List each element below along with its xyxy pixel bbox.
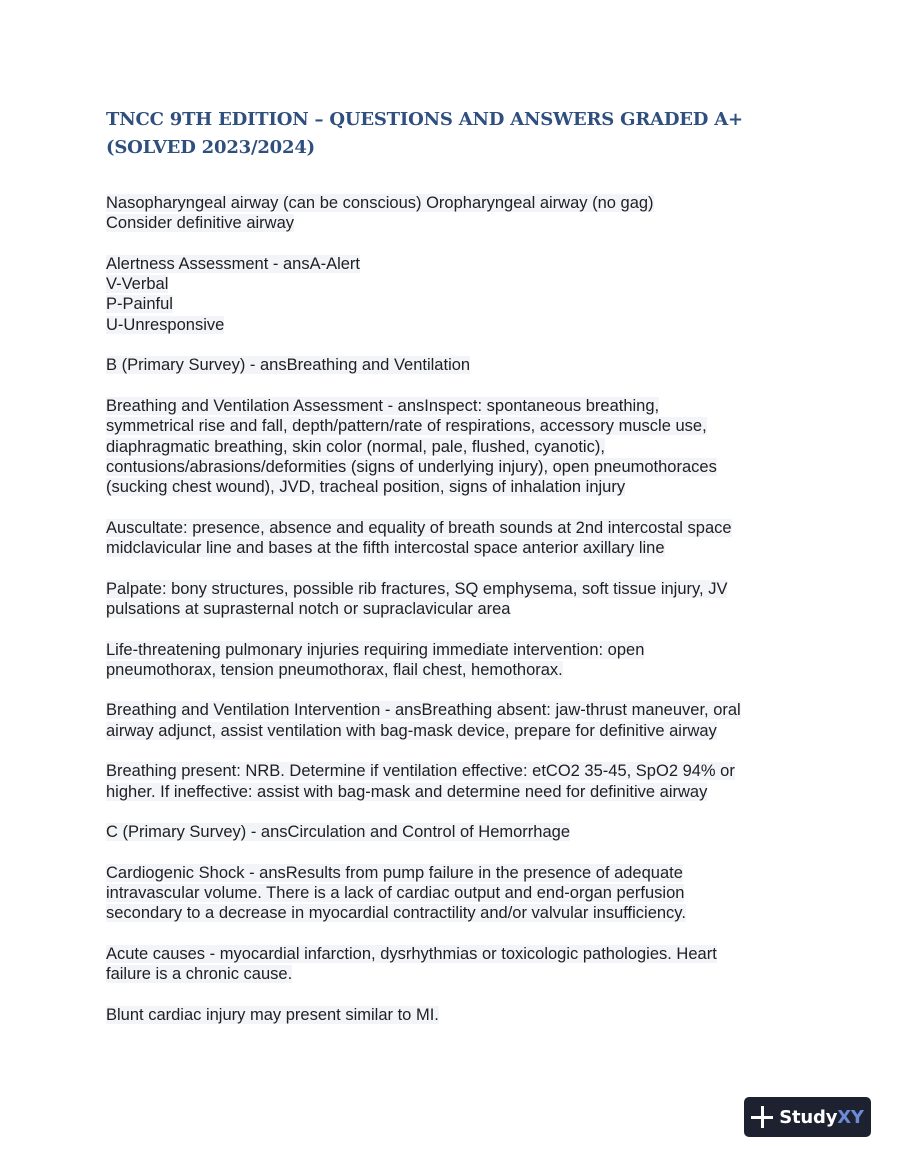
badge-label-main: Study	[779, 1106, 838, 1128]
paragraph	[106, 355, 806, 375]
text-line-content: higher. If ineffective: assist with bag-mask and determine need for definitive airway	[106, 782, 708, 801]
text-line-content: (sucking chest wound), JVD, tracheal position, signs of inhalation injury	[106, 478, 626, 497]
text-line-content: pulsations at suprasternal notch or supraclavicular area	[106, 599, 511, 618]
paragraph	[106, 579, 806, 620]
text-line-content: Blunt cardiac injury may present similar to MI.	[106, 1005, 439, 1024]
text-line	[106, 761, 806, 781]
text-line	[106, 640, 806, 660]
text-line-content: Cardiogenic Shock - ansResults from pump failure in the presence of adequate	[106, 863, 683, 882]
text-line	[106, 315, 806, 335]
text-line-content: C (Primary Survey) - ansCirculation and Control of Hemorrhage	[106, 823, 570, 842]
text-line	[106, 355, 806, 375]
text-line-content: Breathing and Ventilation Assessment - ansInspect: spontaneous breathing,	[106, 396, 660, 415]
text-line	[106, 944, 806, 964]
paragraph	[106, 193, 806, 234]
badge-label	[779, 1107, 864, 1128]
text-line-content: diaphragmatic breathing, skin color (normal, pale, flushed, cyanotic),	[106, 437, 605, 456]
text-line	[106, 193, 806, 213]
text-line	[106, 457, 806, 477]
paragraph	[106, 640, 806, 681]
text-line	[106, 477, 806, 497]
text-line	[106, 782, 806, 802]
text-line-content: B (Primary Survey) - ansBreathing and Ventilation	[106, 356, 471, 375]
paragraph	[106, 761, 806, 802]
text-line	[106, 1005, 806, 1025]
text-line	[106, 254, 806, 274]
text-line-content: contusions/abrasions/deformities (signs of underlying injury), open pneumothoraces	[106, 457, 717, 476]
paragraph	[106, 518, 806, 559]
studyxy-badge[interactable]	[744, 1097, 871, 1137]
text-line-content: Consider definitive airway	[106, 214, 295, 233]
text-line	[106, 579, 806, 599]
text-line	[106, 213, 806, 233]
text-line	[106, 721, 806, 741]
text-line	[106, 396, 806, 416]
text-line-content: Life-threatening pulmonary injuries requiring immediate intervention: open	[106, 640, 645, 659]
text-line-content: V-Verbal	[106, 275, 169, 294]
text-line-content: U-Unresponsive	[106, 315, 225, 334]
text-line-content: Acute causes - myocardial infarction, dysrhythmias or toxicologic pathologies. Heart	[106, 944, 717, 963]
badge-label-accent: XY	[837, 1106, 864, 1128]
paragraph	[106, 254, 806, 335]
text-line	[106, 437, 806, 457]
text-line-content: midclavicular line and bases at the fifth intercostal space anterior axillary line	[106, 539, 665, 558]
document-title: TNCC 9TH EDITION – QUESTIONS AND ANSWERS GRADED A+ (SOLVED 2023/2024)	[106, 109, 743, 158]
paragraph	[106, 863, 806, 924]
text-line	[106, 538, 806, 558]
text-line-content: Alertness Assessment - ansA-Alert	[106, 254, 361, 273]
text-line-content: Auscultate: presence, absence and equality of breath sounds at 2nd intercostal space	[106, 518, 732, 537]
text-line	[106, 416, 806, 436]
text-line-content: P-Painful	[106, 295, 173, 314]
text-line	[106, 274, 806, 294]
plus-icon	[751, 1106, 773, 1128]
text-line	[106, 822, 806, 842]
paragraph	[106, 396, 806, 497]
text-line	[106, 518, 806, 538]
text-line	[106, 660, 806, 680]
text-line-content: airway adjunct, assist ventilation with bag-mask device, prepare for definitive airway	[106, 721, 717, 740]
text-line-content: symmetrical rise and fall, depth/pattern/rate of respirations, accessory muscle use,	[106, 417, 707, 436]
text-line-content: intravascular volume. There is a lack of cardiac output and end-organ perfusion	[106, 884, 685, 903]
paragraph	[106, 822, 806, 842]
text-line	[106, 903, 806, 923]
text-line	[106, 599, 806, 619]
text-line-content: failure is a chronic cause.	[106, 965, 293, 984]
text-line	[106, 863, 806, 883]
text-line-content: Breathing present: NRB. Determine if ventilation effective: etCO2 35-45, SpO2 94% or	[106, 762, 735, 781]
text-line-content: secondary to a decrease in myocardial contractility and/or valvular insufficiency.	[106, 904, 686, 923]
paragraph	[106, 700, 806, 741]
paragraph	[106, 1005, 806, 1025]
text-line-content: Breathing and Ventilation Intervention - ansBreathing absent: jaw-thrust maneuver, oral	[106, 701, 741, 720]
text-line	[106, 700, 806, 720]
text-line-content: Palpate: bony structures, possible rib fractures, SQ emphysema, soft tissue injury, JV	[106, 579, 728, 598]
text-line	[106, 883, 806, 903]
text-line-content: pneumothorax, tension pneumothorax, flail chest, hemothorax.	[106, 660, 563, 679]
text-line-content: Nasopharyngeal airway (can be conscious) Oropharyngeal airway (no gag)	[106, 194, 654, 212]
document-body	[106, 193, 806, 1045]
paragraph	[106, 944, 806, 985]
text-line	[106, 964, 806, 984]
text-line	[106, 294, 806, 314]
